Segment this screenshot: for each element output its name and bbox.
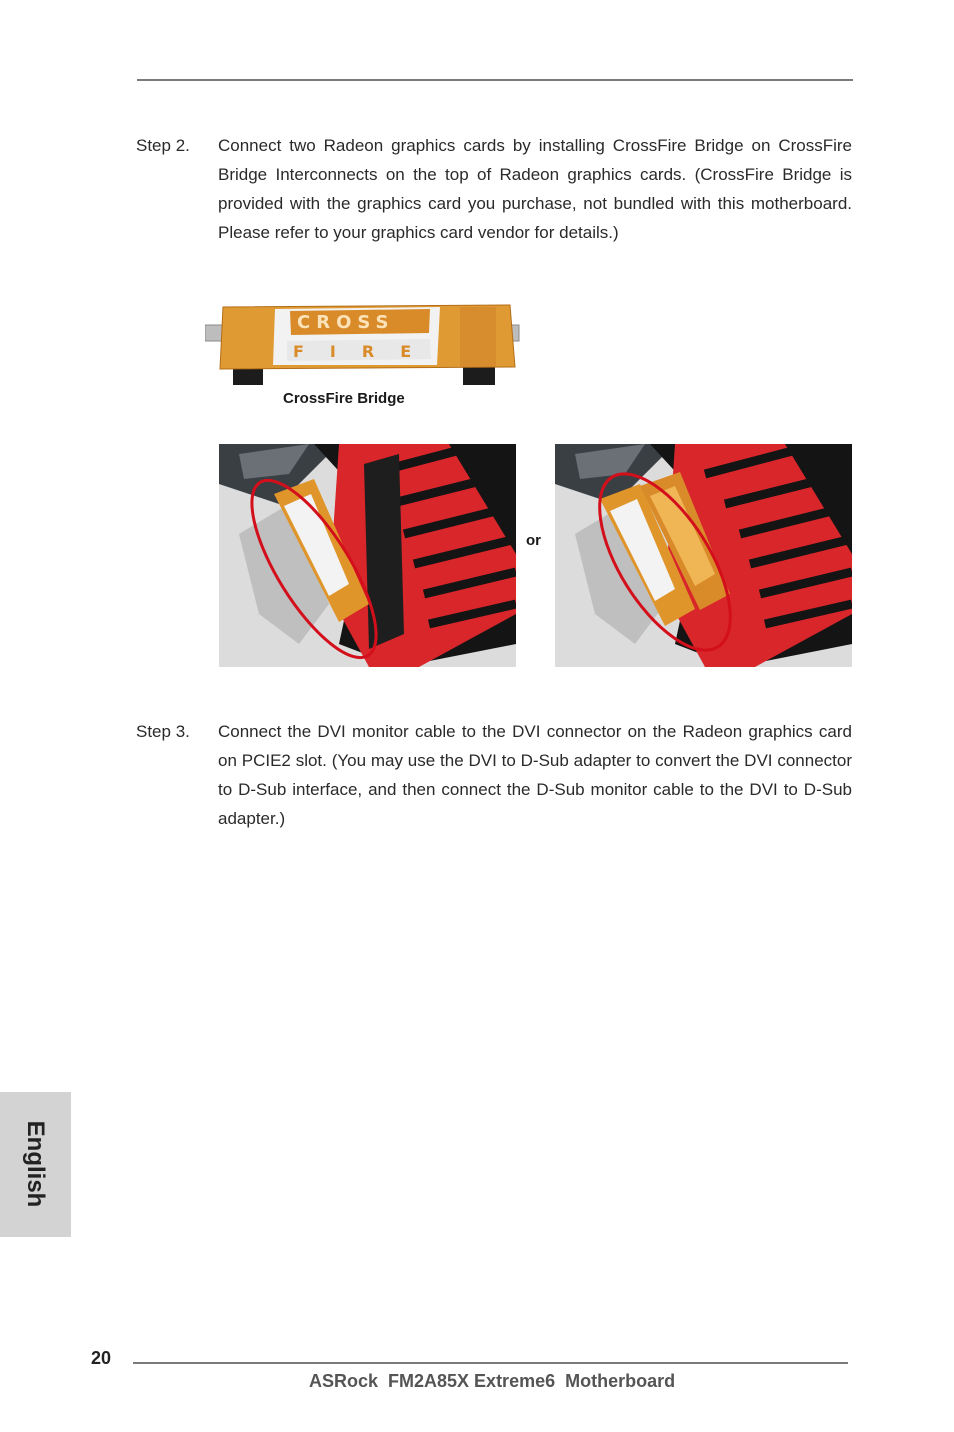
installed-bridge-photo-right	[555, 444, 852, 667]
step-2-label: Step 2.	[136, 136, 190, 155]
step-3-text: Connect the DVI monitor cable to the DVI connector on the Radeon graphics card on PCIE2 slot. (You may use the DVI to D-Sub adapter to convert the DVI connector to D-Sub interface, and then connect the D-Sub monitor cable to the DVI to D-Sub adapter.)	[218, 722, 852, 828]
step-3	[136, 717, 852, 833]
language-tab-label: English	[22, 1120, 49, 1208]
step-2	[136, 131, 852, 247]
crossfire-bridge-image	[205, 295, 525, 387]
step-2-text: Connect two Radeon graphics cards by installing CrossFire Bridge on CrossFire Bridge Interconnects on the top of Radeon graphics cards. (CrossFire Bridge is provided with the graphics card you purchase, not bundled with this motherboard. Please refer to your graphics card vendor for details.)	[218, 136, 852, 242]
page-number: 20	[91, 1348, 112, 1368]
footer-title: ASRock FM2A85X Extreme6 Motherboard	[309, 1371, 676, 1391]
language-tab	[0, 1092, 71, 1237]
svg-text:FIRE: FIRE	[293, 342, 438, 361]
svg-text:CROSS: CROSS	[297, 312, 395, 333]
installed-bridge-photo-left	[219, 444, 516, 667]
bottom-rule	[133, 1362, 848, 1364]
step-3-label: Step 3.	[136, 722, 190, 741]
or-text: or	[526, 532, 541, 549]
top-rule	[137, 79, 853, 81]
bridge-caption: CrossFire Bridge	[283, 390, 405, 407]
